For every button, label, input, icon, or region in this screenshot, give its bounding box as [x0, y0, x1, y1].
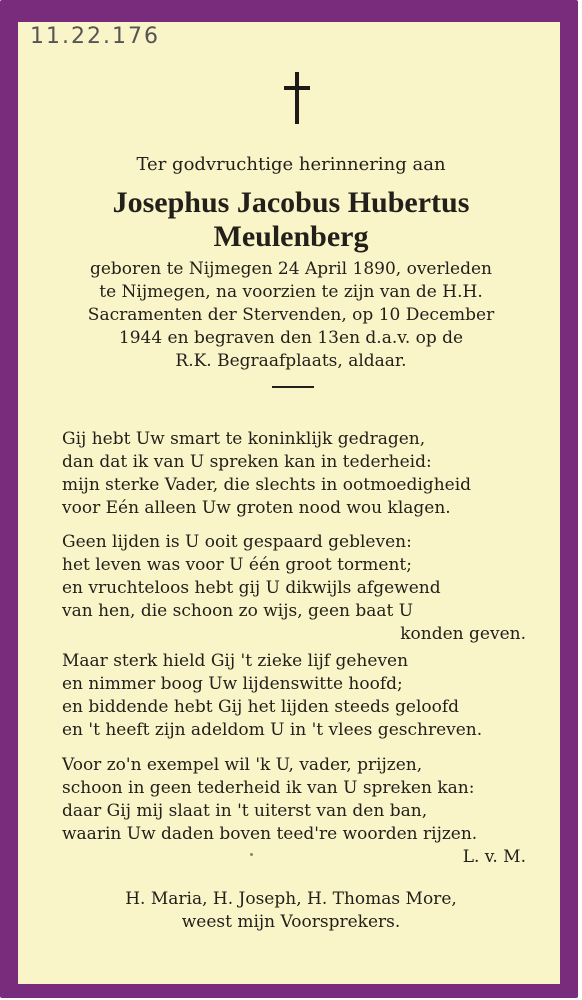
poem-line: dan dat ik van U spreken kan in tederheid:	[62, 452, 432, 472]
deceased-name	[0, 186, 582, 254]
poem-line: daar Gij mij slaat in 't uiterst van den ban,	[62, 801, 428, 821]
bio-line: Sacramenten der Stervenden, op 10 December	[87, 305, 495, 325]
poem-line: schoon in geen tederheid ik van U spreken kan:	[62, 778, 475, 798]
name-first-line: Josephus Jacobus Hubertus	[112, 186, 470, 219]
poem-line: het leven was voor U één groot torment;	[62, 555, 412, 575]
poem-stanza-1	[62, 428, 526, 520]
poem-line: Geen lijden is U ooit gespaard gebleven:	[62, 532, 412, 552]
closing-line: H. Maria, H. Joseph, H. Thomas More,	[125, 889, 457, 909]
name-surname: Meulenberg	[213, 220, 369, 253]
poem-stanza-2	[62, 531, 526, 646]
closing-prayer	[0, 888, 582, 934]
poem-line: voor Eén alleen Uw groten nood wou klagen.	[62, 498, 451, 518]
poem-line: konden geven.	[400, 624, 526, 644]
intro-text: Ter godvruchtige herinnering aan	[136, 154, 446, 175]
bio-line: geboren te Nijmegen 24 April 1890, overleden	[89, 259, 493, 279]
bio-paragraph	[40, 258, 542, 373]
bio-line: R.K. Begraafplaats, aldaar.	[175, 351, 407, 371]
poem-line: Gij hebt Uw smart te koninklijk gedragen,	[62, 429, 426, 449]
divider	[272, 386, 314, 388]
poem-line: en 't heeft zijn adeldom U in 't vlees geschreven.	[62, 720, 483, 740]
poem-line: waarin Uw daden boven teed're woorden rijzen.	[62, 824, 478, 844]
poem-line: Voor zo'n exempel wil 'k U, vader, prijzen,	[62, 755, 423, 775]
cross-icon	[284, 72, 310, 124]
poem-line: en vruchteloos hebt gij U dikwijls afgewend	[62, 578, 441, 598]
poem-line: mijn sterke Vader, die slechts in ootmoedigheid	[62, 475, 472, 495]
poem-line: en biddende hebt Gij het lijden steeds geloofd	[62, 697, 460, 717]
bio-line: te Nijmegen, na voorzien te zijn van de H.H.	[99, 282, 483, 302]
poem-line: en nimmer boog Uw lijdenswitte hoofd;	[62, 674, 403, 694]
archive-number: 11.22.176	[30, 24, 160, 49]
poem-line: Maar sterk hield Gij 't zieke lijf geheven	[62, 651, 409, 671]
poem-stanza-3	[62, 650, 526, 742]
decorative-dot	[250, 853, 253, 856]
poem-line: van hen, die schoon zo wijs, geen baat U	[62, 601, 414, 621]
closing-line: weest mijn Voorsprekers.	[181, 912, 401, 932]
poem-stanza-4	[62, 754, 526, 869]
bio-line: 1944 en begraven den 13en d.a.v. op de	[118, 328, 464, 348]
author-initials: L. v. M.	[462, 847, 526, 867]
